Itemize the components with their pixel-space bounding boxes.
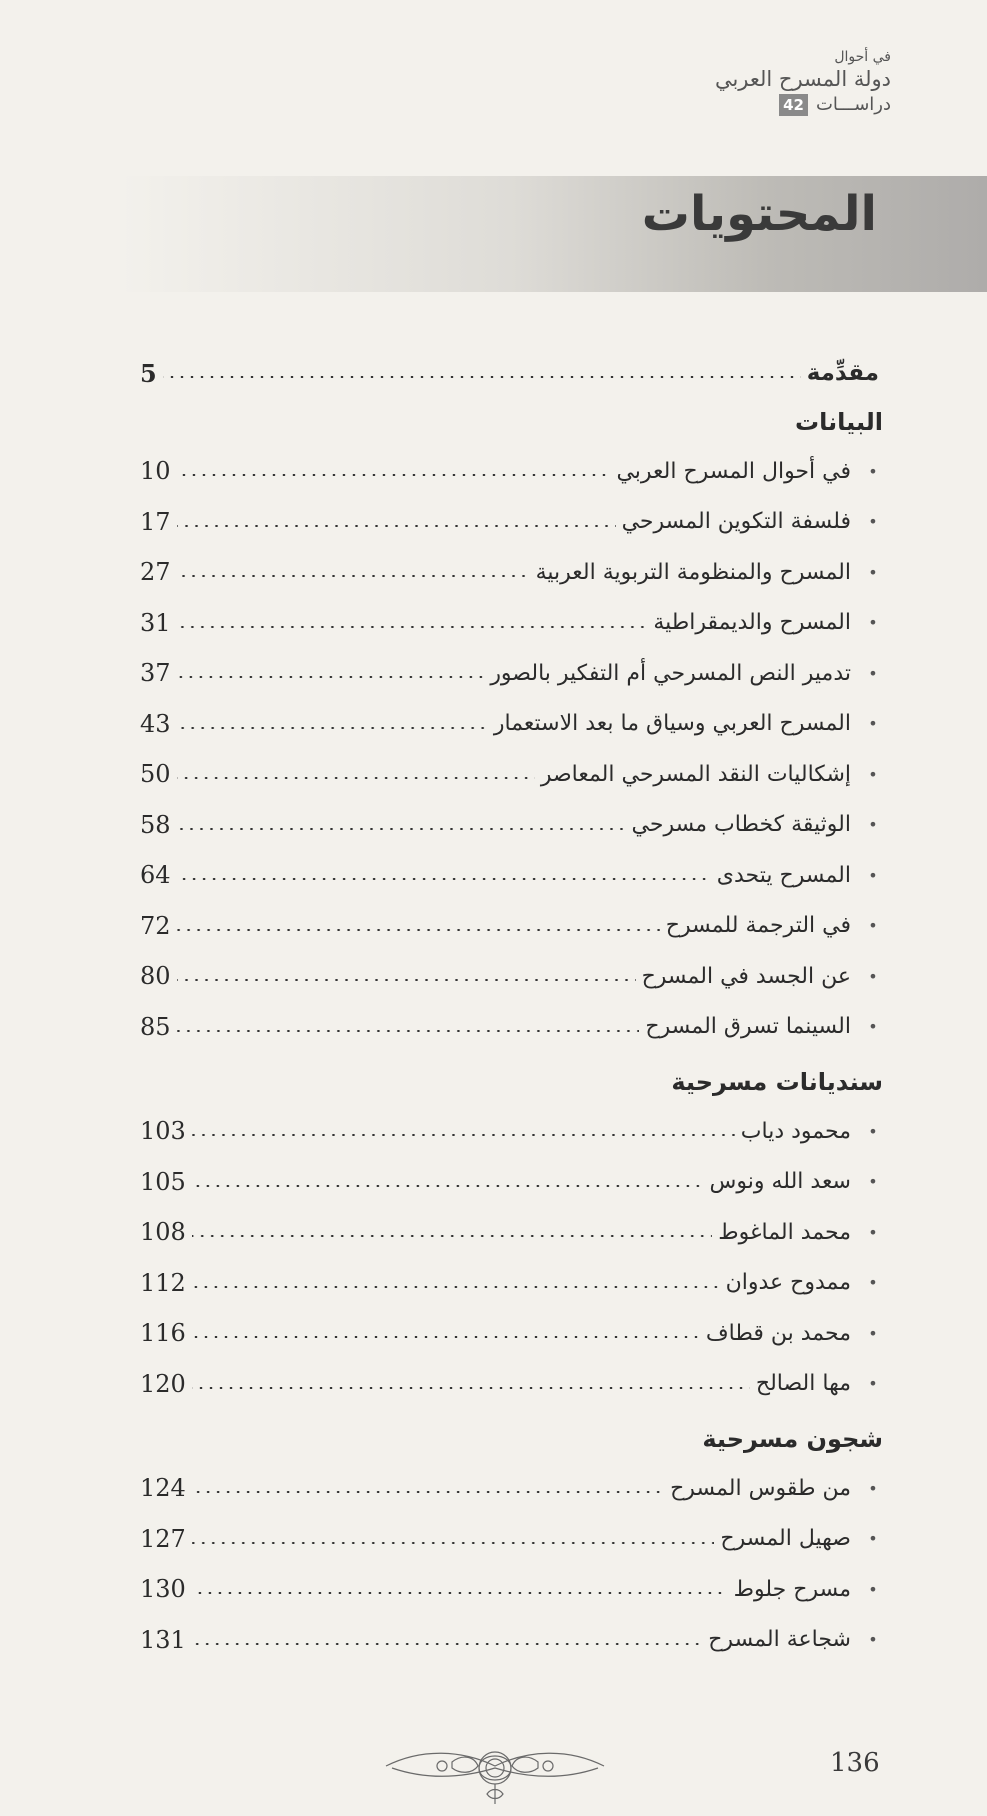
toc-entry-page: 64	[140, 861, 171, 889]
page-title: المحتويات	[641, 186, 877, 242]
dot-leader	[177, 474, 611, 476]
toc-entry-title: محمد بن قطاف	[705, 1320, 851, 1346]
dot-leader	[192, 1235, 712, 1237]
toc-entry-page: 43	[140, 709, 171, 738]
toc-entry[interactable]	[140, 1161, 887, 1203]
bullet-icon: •	[868, 1529, 878, 1548]
toc-entry-page: 58	[140, 810, 171, 839]
toc-entry-title: من طقوس المسرح	[670, 1475, 851, 1501]
toc-entry-title: عن الجسد في المسرح	[641, 963, 851, 989]
bullet-icon: •	[868, 1273, 878, 1292]
toc-entry[interactable]	[140, 1363, 887, 1405]
dot-leader	[177, 575, 530, 577]
toc-entry[interactable]	[140, 501, 887, 543]
dot-leader	[163, 376, 801, 378]
toc-entry-title: محمد الماغوط	[718, 1219, 851, 1245]
toc-entry-title: إشكاليات النقد المسرحي المعاصر	[540, 761, 851, 787]
bullet-icon: •	[868, 1579, 878, 1599]
toc-intro-row[interactable]	[140, 352, 887, 394]
toc-entry[interactable]	[140, 1006, 887, 1048]
toc-entry[interactable]	[140, 1518, 887, 1560]
toc-entry-title: ممدوح عدوان	[725, 1270, 851, 1295]
toc-entry[interactable]	[140, 602, 887, 644]
dot-leader	[177, 878, 711, 880]
dot-leader	[192, 1592, 728, 1594]
series-line	[631, 92, 891, 118]
toc-entry[interactable]	[140, 905, 887, 947]
toc-entry-page: 112	[140, 1268, 186, 1297]
toc-entry-title: سعد الله ونوس	[709, 1169, 851, 1194]
dot-leader	[177, 525, 616, 527]
toc-entry-title: تدمير النص المسرحي أم التفكير بالصور	[490, 660, 851, 686]
dot-leader	[177, 626, 648, 628]
toc-entry[interactable]	[140, 1262, 887, 1304]
bullet-icon: •	[868, 815, 878, 834]
bullet-icon: •	[868, 916, 878, 935]
toc-entry-title: المسرح العربي وسياق ما بعد الاستعمار	[493, 711, 851, 736]
toc-entry-title: الوثيقة كخطاب مسرحي	[631, 812, 851, 837]
toc-intro-page: 5	[140, 358, 157, 388]
bullet-icon: •	[868, 764, 878, 784]
toc-intro-label: مقدِّمة	[806, 360, 879, 386]
toc-entry-page: 120	[140, 1369, 186, 1398]
bullet-icon: •	[868, 1121, 878, 1141]
toc-entry[interactable]	[140, 652, 887, 694]
toc-entry-title: فلسفة التكوين المسرحي	[621, 509, 851, 534]
toc-entry-title: المسرح يتحدى	[716, 862, 851, 888]
toc-entry-page: 85	[140, 1012, 171, 1041]
toc-entry-page: 31	[140, 608, 171, 637]
series-label: دراســـات	[815, 94, 891, 115]
toc-entry-title: مها الصالح	[755, 1371, 851, 1396]
bullet-icon: •	[868, 865, 878, 885]
toc-entry-title: السينما تسرق المسرح	[645, 1014, 851, 1039]
toc-entry[interactable]	[140, 1211, 887, 1253]
toc-entry-title: المسرح والمنظومة التربوية العربية	[535, 559, 851, 585]
toc-entry[interactable]	[140, 1568, 887, 1610]
toc-entry[interactable]	[140, 753, 887, 795]
toc-entry[interactable]	[140, 450, 887, 492]
toc-entry-title: شجاعة المسرح	[708, 1627, 851, 1652]
toc-entry-title: مسرح جلوط	[733, 1576, 851, 1602]
bullet-icon: •	[868, 966, 878, 986]
bullet-icon: •	[868, 1172, 878, 1191]
dot-leader	[177, 929, 660, 931]
bullet-icon: •	[868, 1478, 878, 1498]
dot-leader	[192, 1185, 704, 1187]
dot-leader	[177, 676, 485, 678]
toc-entry[interactable]	[140, 1467, 887, 1509]
toc-entry-page: 72	[140, 911, 171, 940]
bullet-icon: •	[868, 1374, 878, 1393]
bullet-icon: •	[868, 1323, 878, 1343]
toc-entry[interactable]	[140, 804, 887, 846]
toc-entry-title: المسرح والديمقراطية	[653, 610, 851, 635]
toc-entry-page: 116	[140, 1319, 186, 1347]
toc-entry-page: 105	[140, 1167, 186, 1196]
page-number: 136	[830, 1748, 880, 1778]
section-heading: البيانات	[795, 408, 883, 436]
bullet-icon: •	[868, 1017, 878, 1036]
bullet-icon: •	[868, 461, 878, 481]
dot-leader	[192, 1336, 700, 1338]
bullet-icon: •	[868, 562, 878, 582]
toc-entry-title: صهيل المسرح	[720, 1526, 851, 1551]
dot-leader	[177, 727, 488, 729]
toc-entry-page: 108	[140, 1218, 186, 1246]
toc-entry-page: 17	[140, 507, 171, 536]
toc-entry[interactable]	[140, 1110, 887, 1152]
toc-entry[interactable]	[140, 1312, 887, 1354]
dot-leader	[192, 1491, 664, 1493]
toc-entry-page: 131	[140, 1625, 186, 1654]
toc-entry-page: 80	[140, 962, 171, 990]
dot-leader	[177, 1030, 640, 1032]
toc-entry-page: 103	[140, 1117, 186, 1145]
toc-entry-page: 37	[140, 659, 171, 687]
toc-entry-page: 130	[140, 1575, 186, 1603]
toc-entry-page: 10	[140, 457, 171, 485]
dot-leader	[177, 979, 636, 981]
dot-leader	[192, 1542, 715, 1544]
book-title-line2: دولة المسرح العربي	[714, 67, 891, 91]
dot-leader	[177, 828, 626, 830]
bullet-icon: •	[868, 613, 878, 632]
bullet-icon: •	[868, 663, 878, 683]
dot-leader	[192, 1286, 720, 1288]
toc-entry[interactable]	[140, 955, 887, 997]
toc-entry-page: 27	[140, 558, 171, 586]
dot-leader	[192, 1134, 735, 1136]
floral-ornament-icon	[382, 1728, 608, 1808]
bullet-icon: •	[868, 1630, 878, 1649]
toc-entry-title: في أحوال المسرح العربي	[616, 458, 851, 484]
bullet-icon: •	[868, 512, 878, 531]
bullet-icon: •	[868, 1222, 878, 1242]
toc-entry[interactable]	[140, 551, 887, 593]
toc-entry-page: 50	[140, 760, 171, 788]
book-title-line1: في أحوال	[834, 49, 891, 65]
toc-entry-title: في الترجمة للمسرح	[665, 913, 851, 938]
section-heading: شجون مسرحية	[702, 1425, 883, 1453]
section-heading: سنديانات مسرحية	[671, 1068, 883, 1096]
toc-entry-page: 127	[140, 1524, 186, 1553]
bullet-icon: •	[868, 714, 878, 733]
running-header	[631, 48, 891, 118]
dot-leader	[177, 777, 535, 779]
toc-entry[interactable]	[140, 1619, 887, 1661]
toc-entry[interactable]	[140, 854, 887, 896]
series-number-badge: 42	[779, 94, 808, 116]
dot-leader	[192, 1643, 702, 1645]
toc-entry[interactable]	[140, 703, 887, 745]
toc-entry-title: محمود دياب	[740, 1118, 851, 1144]
dot-leader	[192, 1387, 750, 1389]
toc-entry-page: 124	[140, 1474, 186, 1502]
